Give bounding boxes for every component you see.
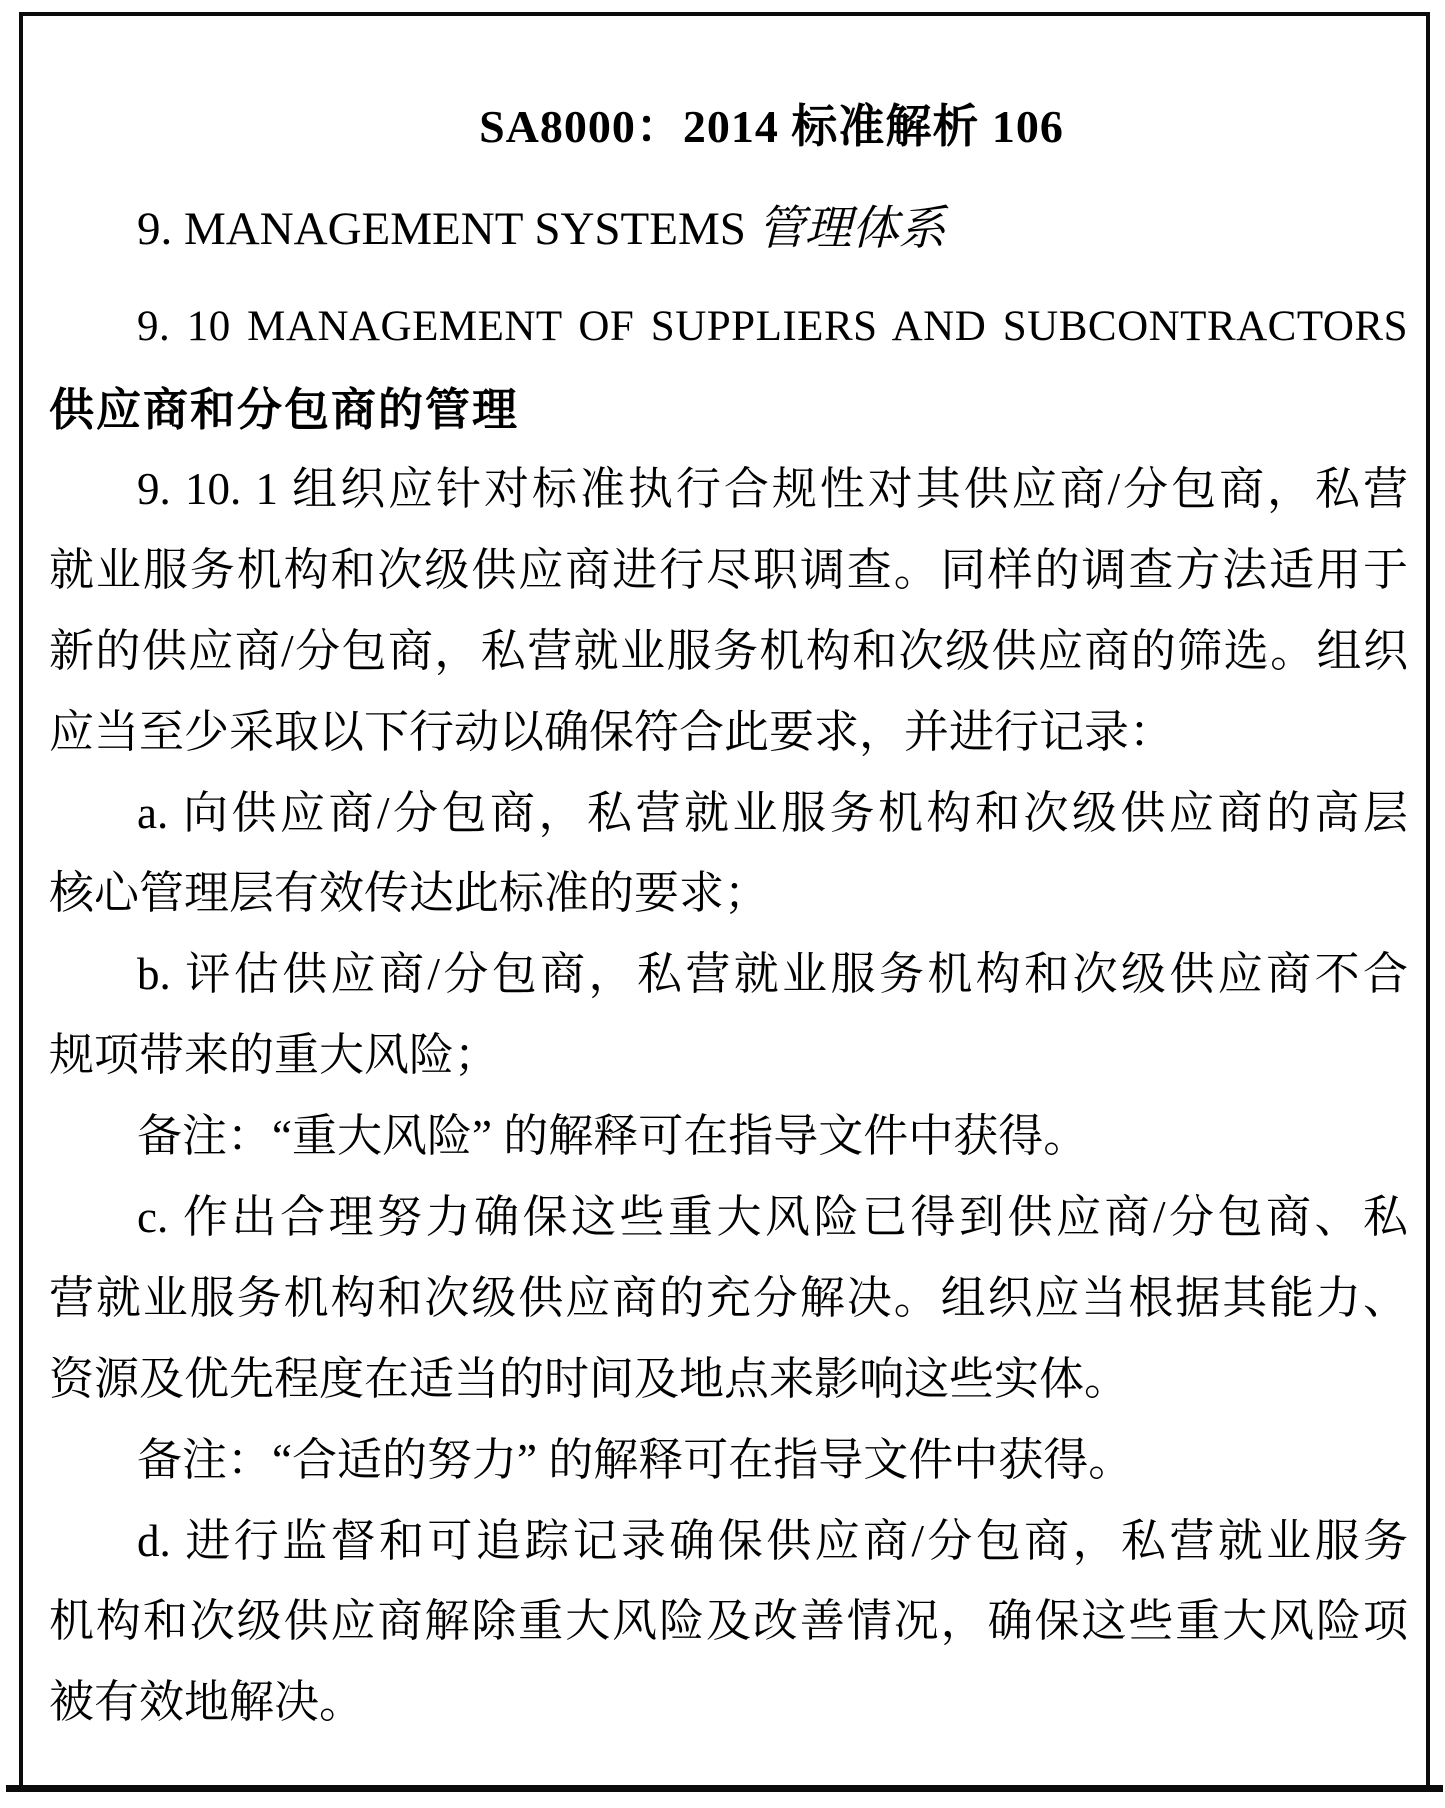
body-line: 营就业服务机构和次级供应商的充分解决。组织应当根据其能力、 bbox=[49, 1272, 1408, 1323]
body-line: b. 评估供应商/分包商，私营就业服务机构和次级供应商不合 bbox=[137, 949, 1408, 1000]
subsection-heading-chinese: 供应商和分包商的管理 bbox=[49, 384, 520, 435]
body-line: 应当至少采取以下行动以确保符合此要求，并进行记录： bbox=[49, 706, 1175, 757]
text-segment: 标准解析 bbox=[791, 100, 980, 152]
body-line: 备注：“合适的努力” 的解释可在指导文件中获得。 bbox=[137, 1434, 1134, 1485]
body-line: 核心管理层有效传达此标准的要求； bbox=[49, 868, 770, 919]
body-line: 备注：“重大风险” 的解释可在指导文件中获得。 bbox=[137, 1111, 1089, 1162]
text-segment: 9. MANAGEMENT SYSTEMS bbox=[137, 203, 758, 255]
text-segment: SA8000：2014 bbox=[479, 101, 792, 152]
body-text bbox=[49, 449, 1408, 1743]
body-line: 资源及优先程度在适当的时间及地点来影响这些实体。 bbox=[49, 1353, 1130, 1404]
body-line: 就业服务机构和次级供应商进行尽职调查。同样的调查方法适用于 bbox=[49, 544, 1408, 595]
page-title bbox=[49, 95, 1408, 158]
body-line: c. 作出合理努力确保这些重大风险已得到供应商/分包商、私 bbox=[137, 1192, 1408, 1243]
body-line: d. 进行监督和可追踪记录确保供应商/分包商，私营就业服务 bbox=[137, 1515, 1408, 1566]
body-line: 规项带来的重大风险； bbox=[49, 1030, 500, 1081]
body-line: 9. 10. 1 组织应针对标准执行合规性对其供应商/分包商，私营 bbox=[137, 464, 1408, 514]
text-segment: 管理体系 bbox=[757, 203, 946, 255]
body-line: 新的供应商/分包商，私营就业服务机构和次级供应商的筛选。组织 bbox=[49, 625, 1408, 676]
page-border-bottom bbox=[6, 1785, 1443, 1792]
body-line: a. 向供应商/分包商，私营就业服务机构和次级供应商的高层 bbox=[137, 787, 1408, 838]
body-line: 被有效地解决。 bbox=[49, 1677, 365, 1728]
body-line: 机构和次级供应商解除重大风险及改善情况，确保这些重大风险项 bbox=[49, 1596, 1408, 1647]
text-segment: 106 bbox=[979, 101, 1064, 152]
section-heading-management-systems bbox=[137, 198, 946, 260]
subsection-heading-english: 9. 10 MANAGEMENT OF SUPPLIERS AND SUBCONTRACTORS bbox=[137, 303, 1408, 350]
